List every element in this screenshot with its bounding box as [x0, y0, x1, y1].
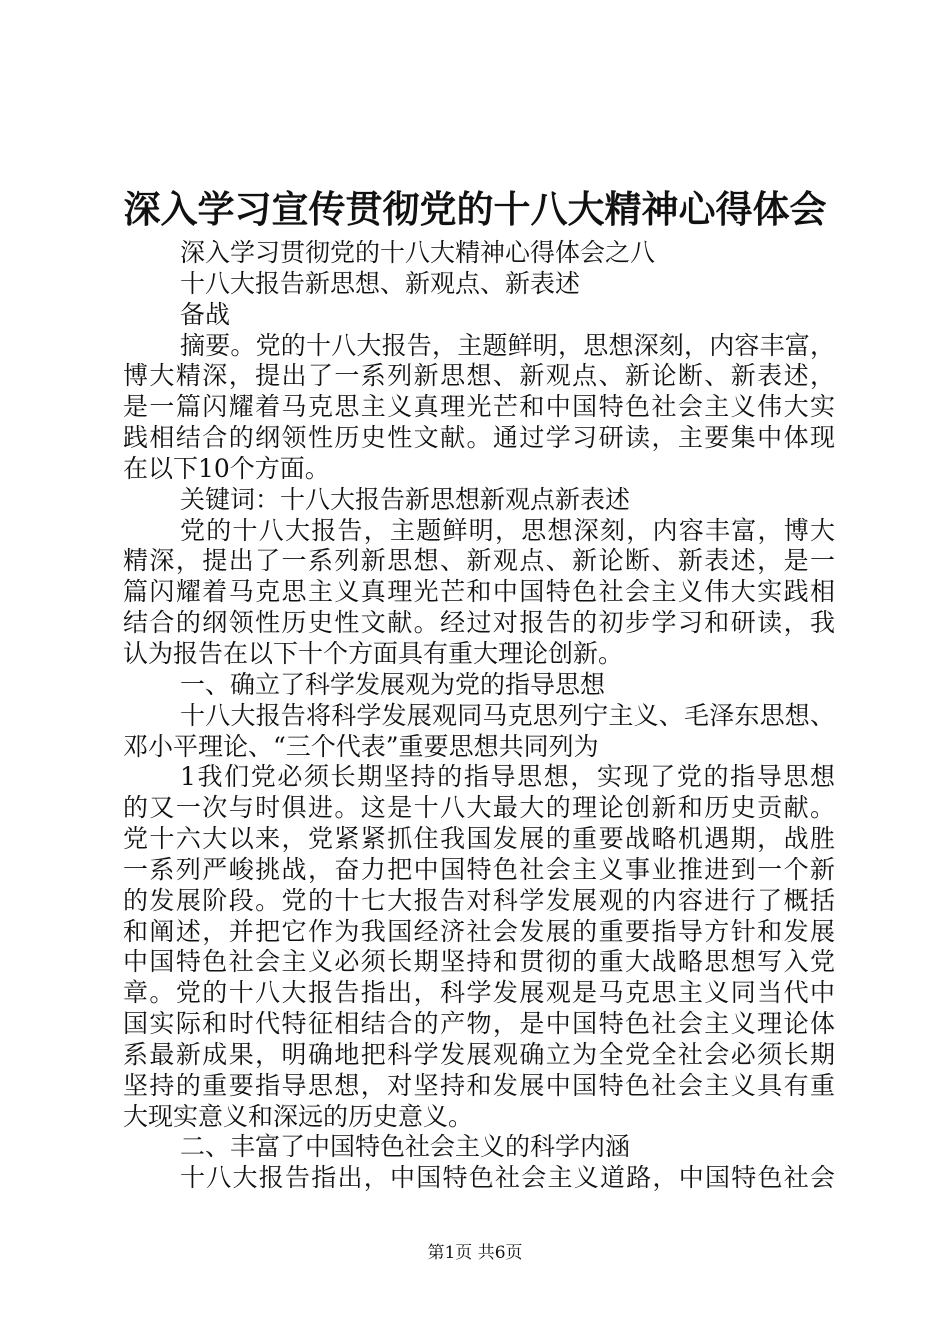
- paragraph-line: 国实际和时代特征相结合的产物，是中国特色社会主义理论体: [123, 1009, 835, 1039]
- paragraph-line: 一系列严峻挑战，奋力把中国特色社会主义事业推进到一个新: [123, 854, 835, 884]
- paragraph-line: 十八大报告指出，中国特色社会主义道路，中国特色社会: [180, 1163, 835, 1193]
- document-body: [123, 238, 835, 1194]
- paragraph-line: 邓小平理论、“三个代表”重要思想共同列为: [123, 731, 599, 761]
- paragraph-line: 大现实意义和深远的历史意义。: [123, 1101, 474, 1131]
- paragraph-line: 1我们党必须长期坚持的指导思想，实现了党的指导思想: [180, 762, 835, 792]
- page-footer: 第1页 共6页: [427, 1243, 523, 1263]
- paragraph-line: 深入学习贯彻党的十八大精神心得体会之八: [180, 238, 656, 267]
- paragraph-line: 关键词：十八大报告新思想新观点新表述: [180, 484, 631, 514]
- paragraph-line: 中国特色社会主义必须长期坚持和贯彻的重大战略思想写入党: [123, 947, 835, 977]
- paragraph-line: 章。党的十八大报告指出，科学发展观是马克思主义同当代中: [123, 978, 835, 1008]
- paragraph-line: 结合的纲领性历史性文献。经过对报告的初步学习和研读，我: [123, 608, 835, 638]
- paragraph-line: 在以下10个方面。: [123, 453, 330, 483]
- paragraph-line: 系最新成果，明确地把科学发展观确立为全党全社会必须长期: [123, 1039, 835, 1069]
- paragraph-line: 二、丰富了中国特色社会主义的科学内涵: [180, 1132, 631, 1162]
- paragraph-line: 篇闪耀着马克思主义真理光芒和中国特色社会主义伟大实践相: [123, 577, 835, 607]
- document-title: 深入学习宣传贯彻党的十八大精神心得体会: [123, 187, 827, 231]
- paragraph-line: 坚持的重要指导思想，对坚持和发展中国特色社会主义具有重: [123, 1070, 835, 1100]
- paragraph-line: 博大精深，提出了一系列新思想、新观点、新论断、新表述，: [123, 361, 835, 391]
- paragraph-line: 认为报告在以下十个方面具有重大理论创新。: [123, 638, 624, 668]
- paragraph-line: 是一篇闪耀着马克思主义真理光芒和中国特色社会主义伟大实: [123, 392, 835, 422]
- paragraph-line: 的又一次与时俱进。这是十八大最大的理论创新和历史贡献。: [123, 793, 835, 823]
- paragraph-line: 十八大报告将科学发展观同马克思列宁主义、毛泽东思想、: [180, 700, 835, 730]
- paragraph-line: 党十六大以来，党紧紧抓住我国发展的重要战略机遇期，战胜: [123, 824, 835, 854]
- paragraph-line: 党的十八大报告，主题鲜明，思想深刻，内容丰富，博大: [180, 515, 835, 545]
- paragraph-line: 备战: [180, 299, 231, 329]
- paragraph-line: 一、确立了科学发展观为党的指导思想: [180, 669, 606, 699]
- paragraph-line: 精深，提出了一系列新思想、新观点、新论断、新表述，是一: [123, 546, 835, 576]
- paragraph-line: 摘要。党的十八大报告，主题鲜明，思想深刻，内容丰富，: [180, 330, 835, 360]
- paragraph-line: 和阐述，并把它作为我国经济社会发展的重要指导方针和发展: [123, 916, 835, 946]
- paragraph-line: 十八大报告新思想、新观点、新表述: [180, 268, 581, 298]
- paragraph-line: 的发展阶段。党的十七大报告对科学发展观的内容进行了概括: [123, 885, 835, 915]
- paragraph-line: 践相结合的纲领性历史性文献。通过学习研读，主要集中体现: [123, 423, 835, 453]
